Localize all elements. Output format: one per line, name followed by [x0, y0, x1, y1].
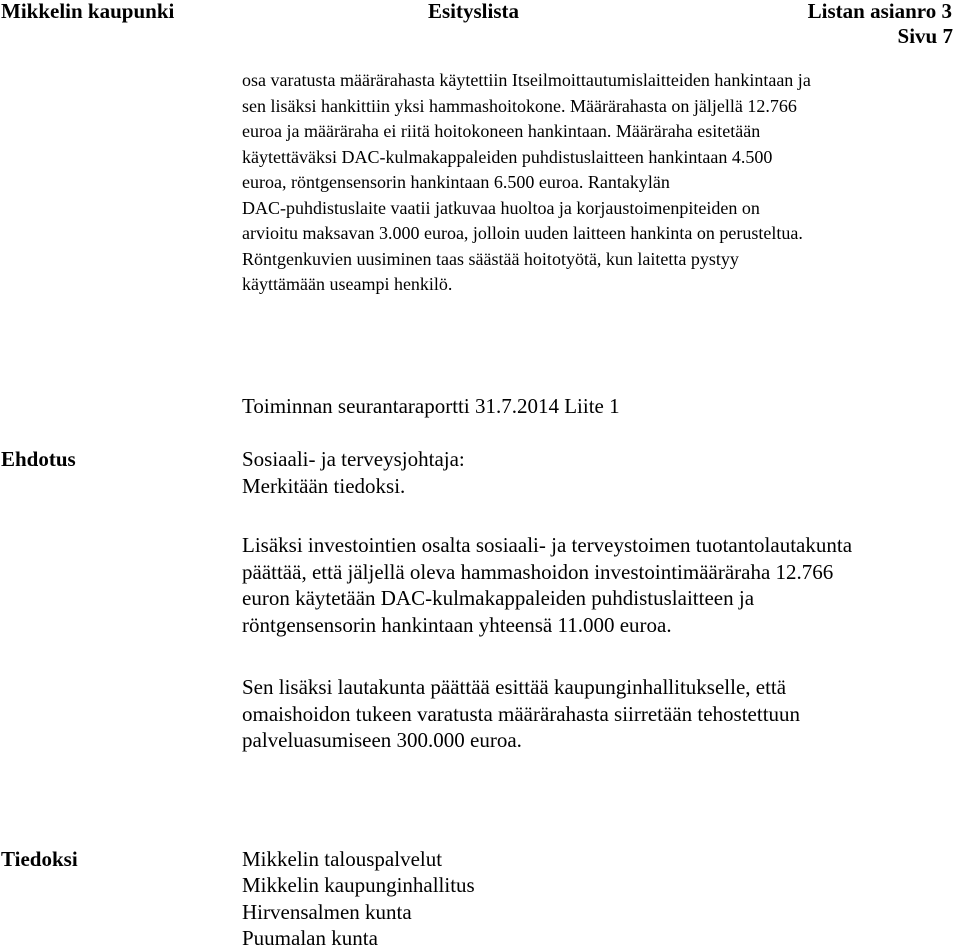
decision-line: röntgensensorin hankintaan yhteensä 11.000 euroa. — [242, 612, 672, 637]
intro-line: Röntgenkuvien uusiminen taas säästää hoitotyötä, kun laitetta pystyy — [242, 248, 739, 269]
intro-line: euroa ja määräraha ei riitä hoitokoneen hankintaan. Määräraha esitetään — [242, 121, 761, 141]
intro-line: käyttämään useampi henkilö. — [242, 274, 453, 294]
header-item-number: Listan asianro 3 — [807, 0, 952, 23]
decision-line: Sen lisäksi lautakunta päättää esittää kaupunginhallitukselle, että — [242, 675, 787, 699]
ehdotus-label: Ehdotus — [1, 447, 76, 471]
tiedoksi-recipients — [242, 846, 957, 952]
header-page-number: Sivu 7 — [897, 24, 953, 48]
decision-line: palveluasumiseen 300.000 euroa. — [242, 728, 522, 753]
intro-line: käytettäväksi DAC-kulmakappaleiden puhdistuslaitteen hankintaan 4.500 — [242, 146, 773, 167]
ehdotus-line: Sosiaali- ja terveysjohtaja: — [242, 447, 465, 471]
attachment-reference — [242, 393, 957, 420]
recipient-item: Mikkelin kaupunginhallitus — [242, 873, 475, 898]
intro-paragraph — [242, 68, 957, 298]
decision-line: omaishoidon tukeen varatusta määrärahasta siirretään tehostettuun — [242, 701, 801, 726]
decision-line: Lisäksi investointien osalta sosiaali- ja terveystoimen tuotantolautakunta — [242, 533, 853, 557]
recipient-item: Mikkelin talouspalvelut — [242, 847, 443, 871]
ehdotus-line: Merkitään tiedoksi. — [242, 473, 406, 498]
tiedoksi-label: Tiedoksi — [1, 847, 78, 871]
decision-line: euron käytetään DAC-kulmakappaleiden puhdistuslaitteen ja — [242, 586, 755, 611]
attachment-reference-text: Toiminnan seurantaraportti 31.7.2014 Liite 1 — [242, 394, 620, 418]
intro-line: osa varatusta määrärahasta käytettiin Itseilmoittautumislaitteiden hankintaan ja — [242, 70, 811, 90]
intro-line: sen lisäksi hankittiin yksi hammashoitokone. Määrärahasta on jäljellä 12.766 — [242, 95, 797, 116]
ehdotus-text — [242, 446, 957, 499]
recipient-item: Puumalan kunta — [242, 926, 378, 951]
decision-paragraph-2 — [242, 674, 957, 754]
intro-line: DAC-puhdistuslaite vaatii jatkuvaa huoltoa ja korjaustoimenpiteiden on — [242, 197, 760, 218]
header-organization: Mikkelin kaupunki — [1, 0, 175, 23]
intro-line: arvioitu maksavan 3.000 euroa, jolloin uuden laitteen hankinta on perusteltua. — [242, 223, 803, 243]
decision-line: päättää, että jäljellä oleva hammashoidon investointimääräraha 12.766 — [242, 559, 834, 584]
decision-paragraph-1 — [242, 532, 957, 638]
recipient-item: Hirvensalmen kunta — [242, 899, 412, 924]
header-document-type: Esityslista — [428, 0, 520, 23]
intro-line: euroa, röntgensensorin hankintaan 6.500 euroa. Rantakylän — [242, 172, 670, 192]
